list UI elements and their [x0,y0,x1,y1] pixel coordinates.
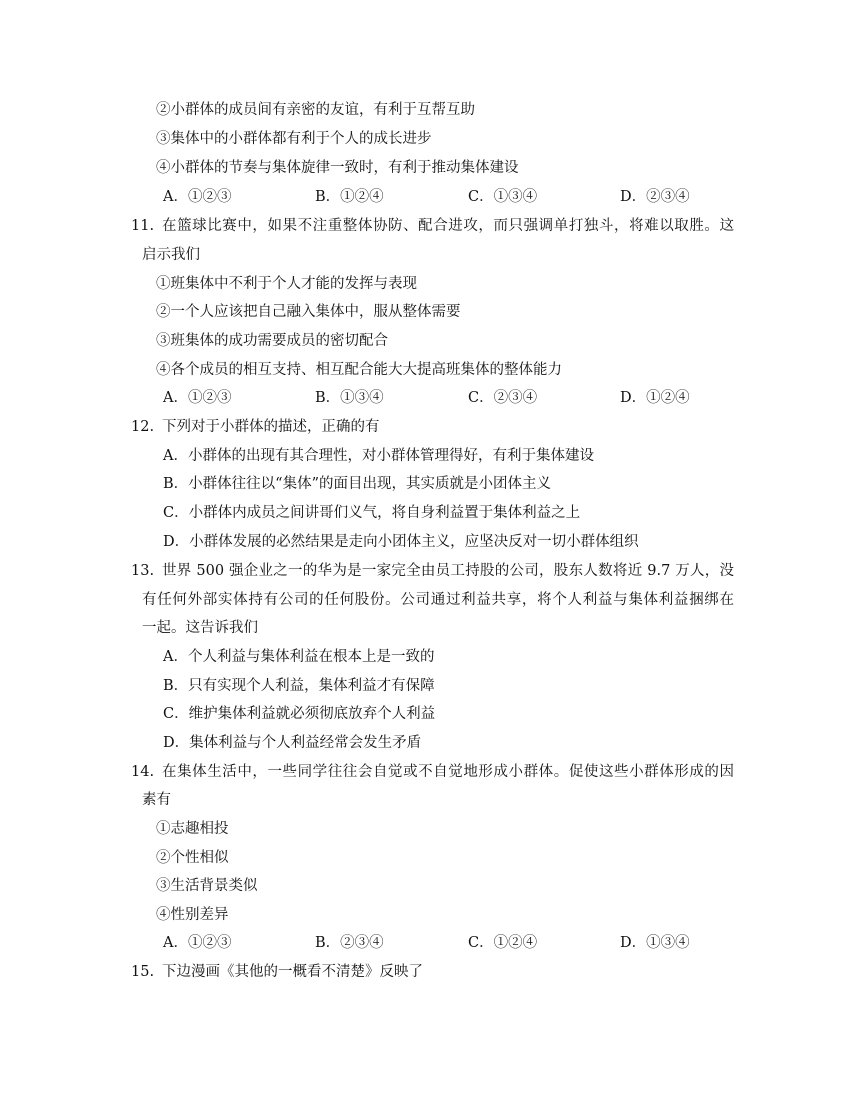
q10-option-a[interactable]: A．①②③ [163,189,232,205]
q10-option-d[interactable]: D．②③④ [620,189,690,205]
q14-option-b[interactable]: B．②③④ [315,935,384,951]
q14-option-d[interactable]: D．①③④ [620,935,690,951]
q14-option-a[interactable]: A．①②③ [163,935,232,951]
q13-choice-a[interactable]: A．个人利益与集体利益在根本上是一致的 [163,649,435,665]
q10-statement-2: ②小群体的成员间有亲密的友谊，有利于互帮互助 [156,102,475,118]
q14-stem-line-2: 素有 [142,792,171,808]
q14-number: 14. [131,764,155,780]
q11-statement-4: ④各个成员的相互支持、相互配合能大大提高班集体的整体能力 [156,362,562,378]
q13-stem-line-2: 有任何外部实体持有公司的任何股份。公司通过利益共享，将个人利益与集体利益捆绑在 [142,592,734,608]
q11-stem-line-1: 在篮球比赛中，如果不注重整体协防、配合进攻，而只强调单打独斗，将难以取胜。这 [162,218,734,234]
q10-statement-4: ④小群体的节奏与集体旋律一致时，有利于推动集体建设 [156,160,519,176]
q12-choice-c[interactable]: C．小群体内成员之间讲哥们义气，将自身利益置于集体利益之上 [163,505,581,521]
q11-statement-3: ③班集体的成功需要成员的密切配合 [156,333,388,349]
q11-option-a[interactable]: A．①②③ [163,390,232,406]
q15-stem: 下边漫画《其他的一概看不清楚》反映了 [162,964,423,980]
q11-option-b[interactable]: B．①③④ [315,390,384,406]
q14-statement-3: ③生活背景类似 [156,878,258,894]
q14-option-c[interactable]: C．①②④ [468,935,538,951]
q10-option-b[interactable]: B．①②④ [315,189,384,205]
q10-statement-3: ③集体中的小群体都有利于个人的成长进步 [156,131,432,147]
q11-statement-2: ②一个人应该把自己融入集体中，服从整体需要 [156,304,461,320]
q12-choice-b[interactable]: B．小群体往往以“集体”的面目出现，其实质就是小团体主义 [163,476,551,492]
q11-option-c[interactable]: C．②③④ [468,390,538,406]
q11-stem-line-2: 启示我们 [142,247,200,263]
q14-stem-line-1: 在集体生活中，一些同学往往会自觉或不自觉地形成小群体。促使这些小群体形成的因 [162,764,734,780]
q11-number: 11. [131,218,155,234]
q12-number: 12. [131,419,155,435]
q15-number: 15. [131,964,155,980]
q14-statement-4: ④性别差异 [156,907,229,923]
q12-choice-a[interactable]: A．小群体的出现有其合理性，对小群体管理得好，有利于集体建设 [163,448,594,464]
q13-stem-line-3: 一起。这告诉我们 [142,620,258,636]
q10-options [163,187,763,207]
q14-options [163,933,763,953]
q12-choice-d[interactable]: D．小群体发展的必然结果是走向小团体主义，应坚决反对一切小群体组织 [163,534,639,550]
q13-number: 13. [131,563,155,579]
q14-statement-2: ②个性相似 [156,850,229,866]
q14-statement-1: ①志趣相投 [156,821,229,837]
q13-choice-b[interactable]: B．只有实现个人利益，集体利益才有保障 [163,678,435,694]
q13-stem-line-1: 世界 500 强企业之一的华为是一家完全由员工持股的公司，股东人数将近 9.7 万人，没 [162,563,734,579]
q13-choice-d[interactable]: D．集体利益与个人利益经常会发生矛盾 [163,735,422,751]
q11-statement-1: ①班集体中不利于个人才能的发挥与表现 [156,276,417,292]
q10-option-c[interactable]: C．①③④ [468,189,538,205]
q11-options [163,388,763,408]
q12-stem: 下列对于小群体的描述，正确的有 [162,419,380,435]
q11-option-d[interactable]: D．①②④ [620,390,690,406]
q13-choice-c[interactable]: C．维护集体利益就必须彻底放弃个人利益 [163,706,436,722]
